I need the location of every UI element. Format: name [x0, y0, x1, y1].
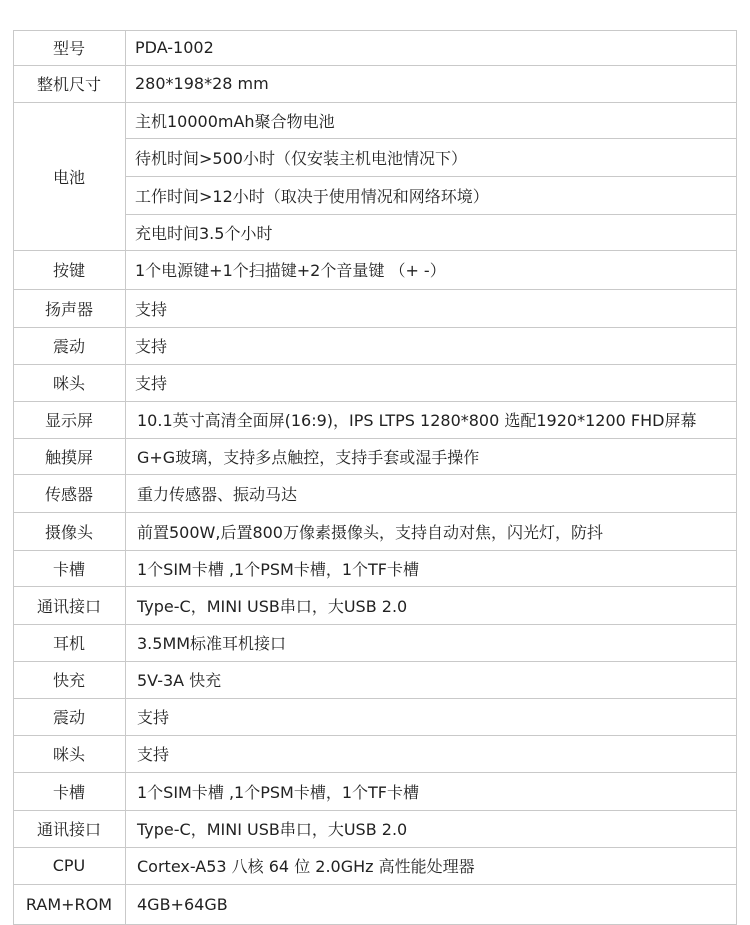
- spec-value: 1个SIM卡槽 ,1个PSM卡槽，1个TF卡槽: [137, 782, 419, 802]
- spec-value: 工作时间>12小时（取决于使用情况和网络环境）: [135, 186, 489, 206]
- spec-label: 整机尺寸: [36, 75, 101, 94]
- spec-label: 型号: [52, 39, 85, 58]
- spec-value-row: [13, 586, 737, 624]
- spec-label: 触摸屏: [44, 447, 93, 467]
- spec-value-row: [13, 512, 737, 550]
- spec-label: 卡槽: [52, 782, 85, 802]
- spec-value-row: [13, 102, 737, 138]
- spec-label: 震动: [52, 708, 85, 727]
- spec-value-row: [13, 289, 737, 327]
- spec-value: 重力传感器、振动马达: [137, 484, 298, 504]
- spec-label: 耳机: [52, 634, 85, 653]
- spec-value-row: [13, 65, 737, 102]
- spec-value-row: [13, 735, 737, 772]
- spec-value: 支持: [137, 745, 170, 764]
- spec-label: 按键: [52, 261, 85, 280]
- spec-value: 3.5MM标准耳机接口: [137, 634, 287, 653]
- spec-value-row: [13, 327, 737, 364]
- spec-value: 主机10000mAh聚合物电池: [135, 111, 335, 131]
- spec-value: 支持: [135, 337, 168, 356]
- spec-value-row: [13, 884, 737, 924]
- spec-label: 通讯接口: [36, 596, 101, 616]
- spec-label: 显示屏: [44, 411, 93, 430]
- spec-value: 280*198*28 mm: [135, 74, 269, 93]
- spec-value-row: [13, 661, 737, 698]
- spec-value: Type-C，MINI USB串口，大USB 2.0: [137, 596, 408, 616]
- spec-value-row: [13, 176, 737, 214]
- spec-value-row: [13, 364, 737, 401]
- spec-value-row: [13, 401, 737, 438]
- spec-value: 前置500W,后置800万像素摄像头，支持自动对焦，闪光灯，防抖: [137, 522, 603, 542]
- spec-label: 震动: [52, 337, 85, 356]
- spec-value-row: [13, 474, 737, 512]
- spec-value-row: [13, 138, 737, 176]
- spec-value: PDA-1002: [135, 38, 214, 57]
- spec-value: 充电时间3.5个小时: [135, 223, 273, 243]
- spec-value-row: [13, 30, 737, 65]
- spec-value-row: [13, 847, 737, 884]
- spec-value-row: [13, 698, 737, 735]
- spec-value: Cortex-A53 八核 64 位 2.0GHz 高性能处理器: [137, 857, 475, 876]
- spec-value: Type-C，MINI USB串口，大USB 2.0: [137, 820, 408, 839]
- spec-label: 摄像头: [44, 522, 93, 542]
- spec-value: 支持: [135, 299, 168, 319]
- spec-value: 支持: [135, 374, 168, 393]
- spec-label: 快充: [52, 671, 85, 690]
- spec-value: 支持: [137, 708, 170, 727]
- spec-label: 咪头: [52, 745, 85, 764]
- spec-value-row: [13, 624, 737, 661]
- spec-label: 通讯接口: [36, 820, 101, 839]
- spec-value: G+G玻璃，支持多点触控，支持手套或湿手操作: [137, 447, 480, 467]
- spec-value-row: [13, 810, 737, 847]
- spec-value: 1个SIM卡槽 ,1个PSM卡槽，1个TF卡槽: [137, 559, 419, 579]
- spec-label: 扬声器: [44, 299, 93, 319]
- spec-label: 卡槽: [52, 559, 85, 579]
- spec-value: 10.1英寸高清全面屏(16:9)，IPS LTPS 1280*800 选配1920*1200 FHD屏幕: [137, 411, 697, 430]
- spec-value: 1个电源键+1个扫描键+2个音量键 （+ -）: [135, 261, 446, 280]
- spec-value-row: [13, 214, 737, 250]
- spec-label: 电池: [52, 167, 85, 187]
- spec-value: 待机时间>500小时（仅安装主机电池情况下）: [135, 148, 467, 168]
- spec-value: 4GB+64GB: [137, 894, 228, 914]
- spec-label: RAM+ROM: [25, 894, 113, 914]
- spec-label: CPU: [52, 856, 86, 875]
- spec-value-row: [13, 438, 737, 474]
- spec-value-row: [13, 250, 737, 289]
- spec-value-row: [13, 772, 737, 810]
- spec-label: 咪头: [52, 374, 85, 393]
- spec-value-row: [13, 550, 737, 586]
- spec-value: 5V-3A 快充: [137, 671, 222, 690]
- spec-label: 传感器: [44, 484, 93, 504]
